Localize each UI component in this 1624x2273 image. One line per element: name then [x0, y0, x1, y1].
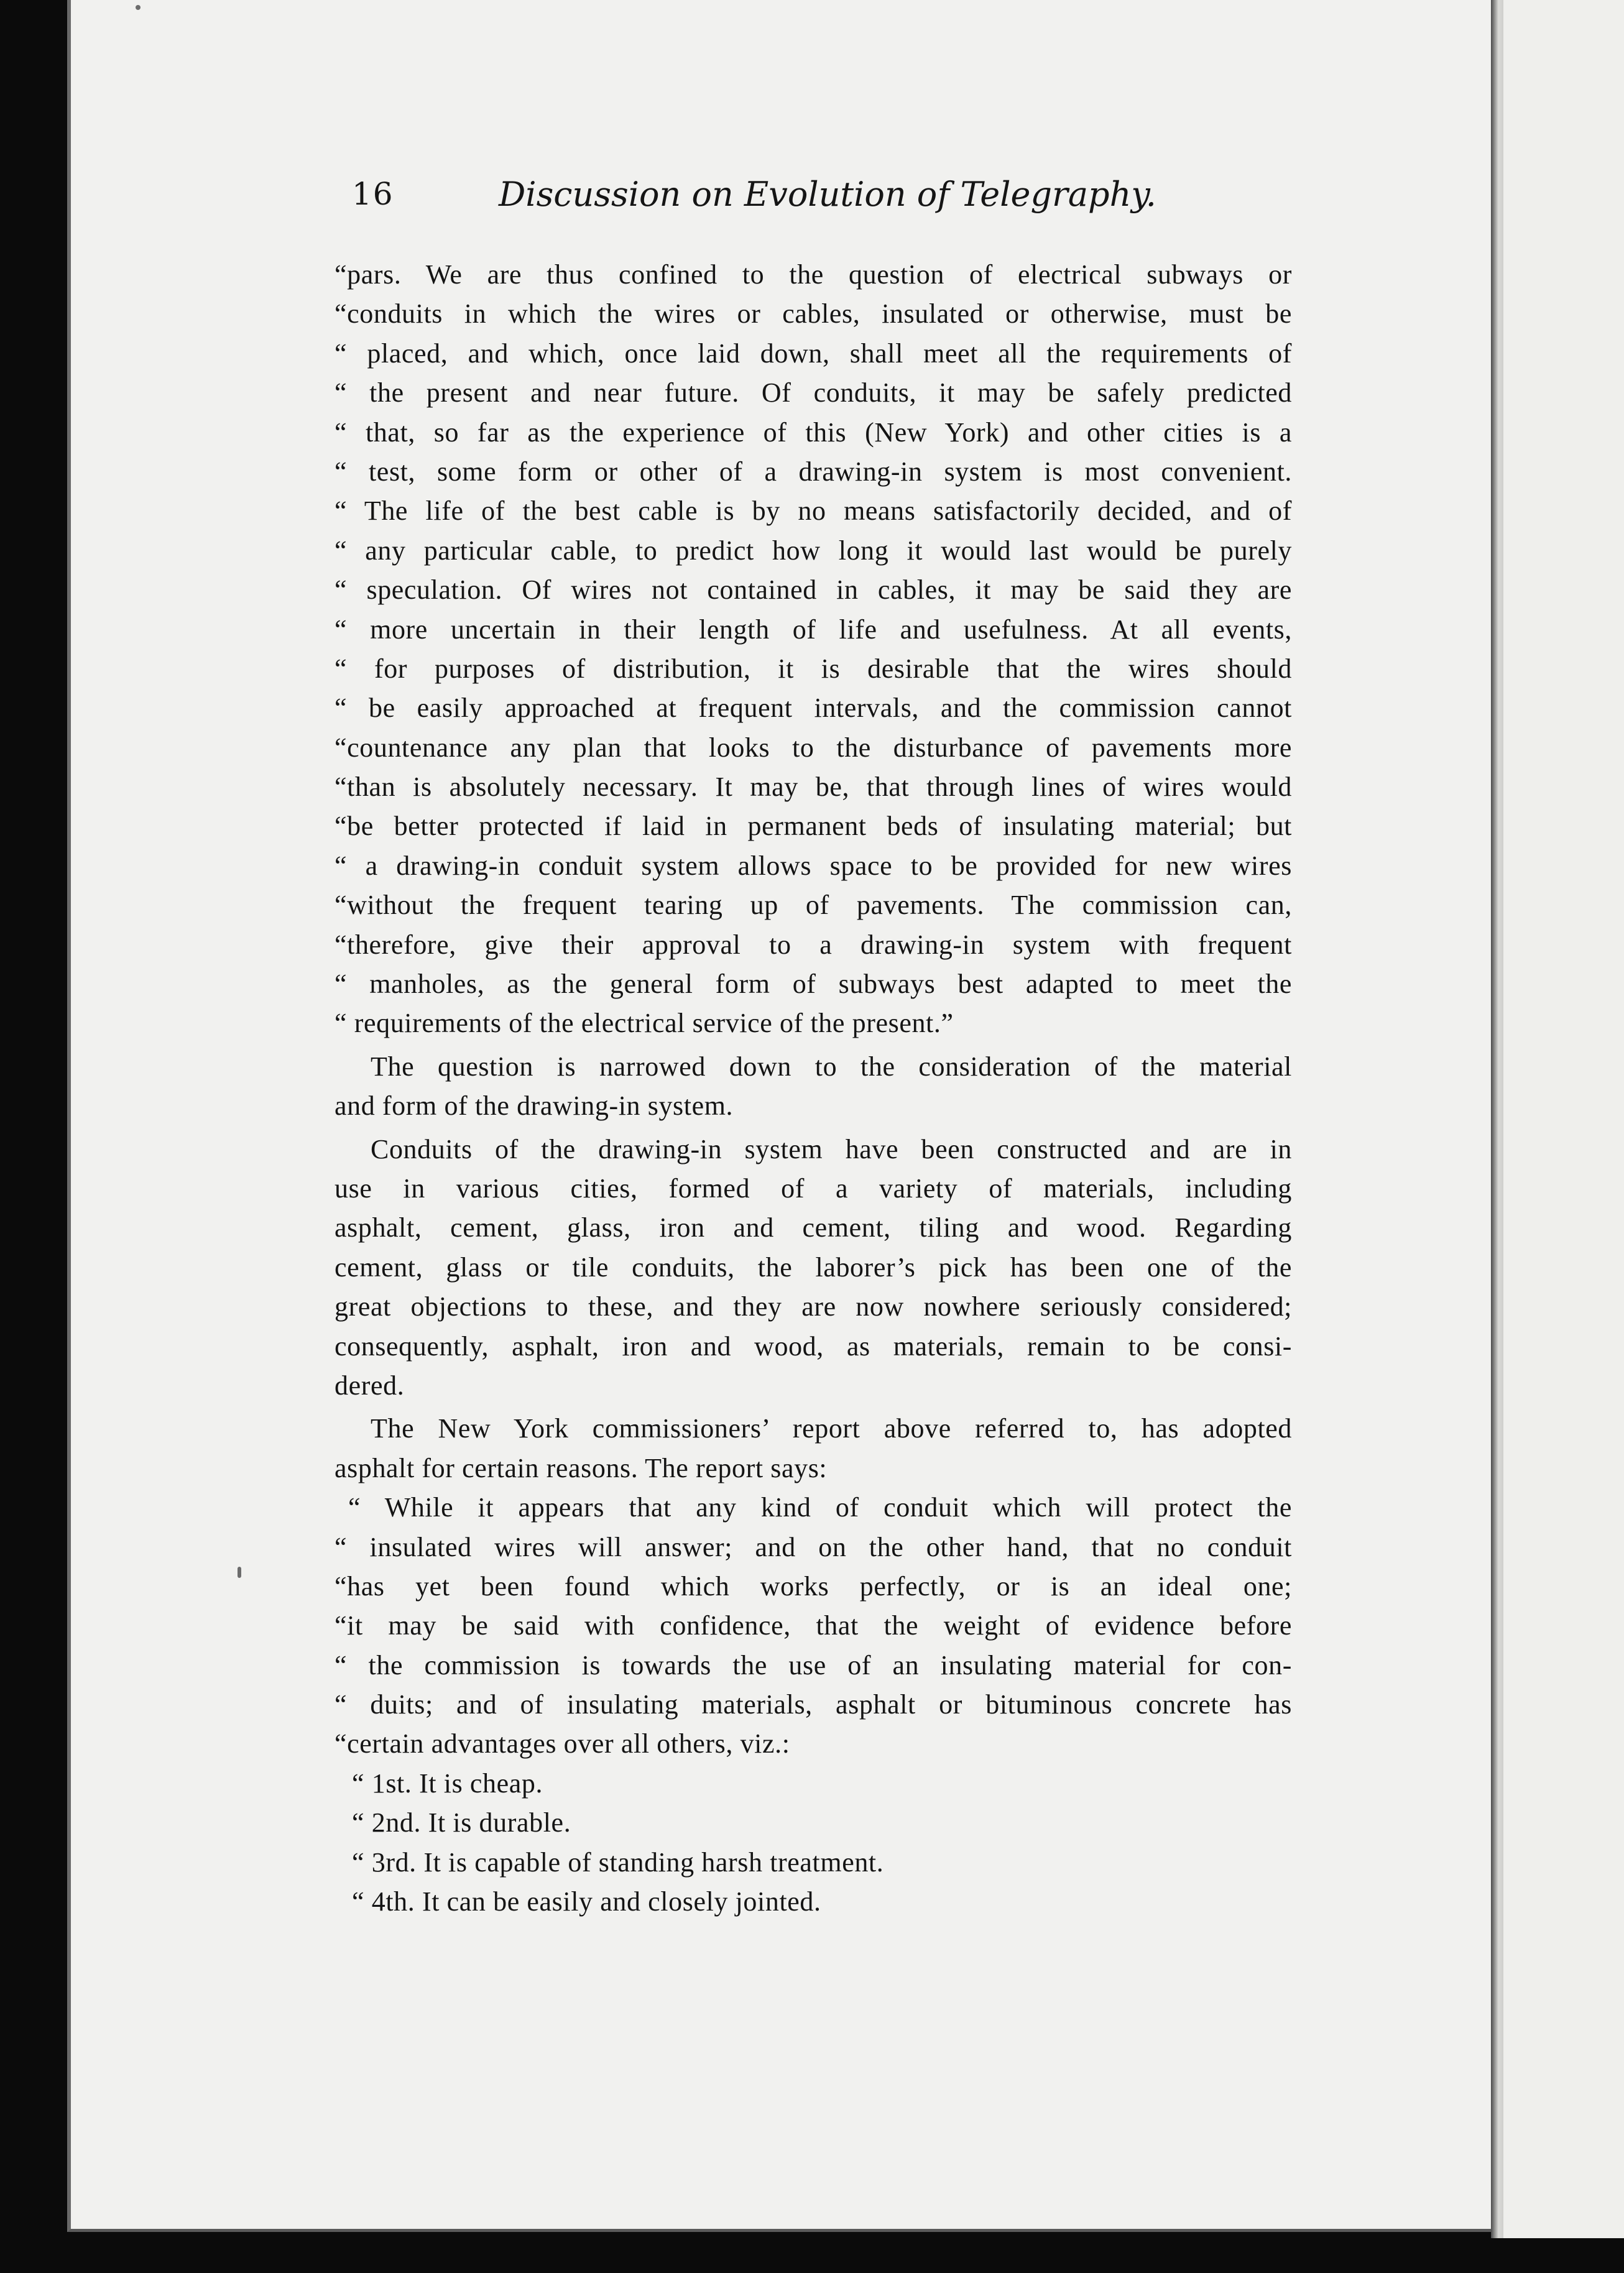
quote-line: “conduits in which the wires or cables, insulated or otherwise, must be	[334, 298, 1292, 330]
paragraph-line: dered.	[334, 1370, 405, 1401]
quote-line: “ test, some form or other of a drawing-in system is most convenient.	[334, 456, 1292, 487]
quote-line: “certain advantages over all others, viz.:	[334, 1728, 790, 1759]
quote-line: “ more uncertain in their length of life and usefulness. At all events,	[334, 614, 1292, 645]
quote-line: “without the frequent tearing up of pavements. The commission can,	[334, 890, 1292, 921]
body-text	[334, 255, 1292, 1921]
quote-line: “ speculation. Of wires not contained in cables, it may be said they are	[334, 574, 1292, 606]
quote-line: “ insulated wires will answer; and on the other hand, that no conduit	[334, 1531, 1292, 1562]
quote-line: “ the present and near future. Of conduits, it may be safely predicted	[334, 377, 1292, 408]
quote-line: “ requirements of the electrical service of the present.”	[334, 1008, 954, 1039]
paragraph-line: use in various cities, formed of a variety of materials, including	[334, 1173, 1292, 1204]
paragraph-line: The question is narrowed down to the consideration of the material	[371, 1051, 1292, 1082]
paragraph-line: and form of the drawing-in system.	[334, 1090, 734, 1122]
page-edge	[1491, 0, 1503, 2238]
dust-speck	[238, 1567, 241, 1578]
paragraph-line: The New York commissioners’ report above referred to, has adopted	[371, 1413, 1292, 1444]
quote-line: “ the commission is towards the use of an insulating material for con-	[334, 1649, 1292, 1681]
quote-line: “ be easily approached at frequent intervals, and the commission cannot	[334, 693, 1292, 724]
paragraph-line: asphalt, cement, glass, iron and cement, tiling and wood. Regarding	[334, 1212, 1292, 1243]
quote-line: “ placed, and which, once laid down, shall meet all the requirements of	[334, 338, 1292, 369]
quote-line: “ duits; and of insulating materials, asphalt or bituminous concrete has	[334, 1689, 1292, 1720]
page-number: 16	[352, 176, 394, 212]
quote-line: “countenance any plan that looks to the disturbance of pavements more	[334, 732, 1292, 763]
next-page-strip	[1503, 0, 1624, 2238]
dust-speck	[136, 5, 141, 10]
paragraph-line: Conduits of the drawing-in system have been constructed and are in	[371, 1133, 1292, 1164]
list-item: “ 3rd. It is capable of standing harsh treatment.	[352, 1847, 884, 1878]
quote-line: “ The life of the best cable is by no means satisfactorily decided, and of	[334, 496, 1292, 527]
list-item: “ 1st. It is cheap.	[352, 1768, 543, 1799]
quote-line: “ While it appears that any kind of conduit which will protect the	[348, 1492, 1292, 1523]
quote-line: “than is absolutely necessary. It may be, that through lines of wires would	[334, 772, 1292, 803]
quote-line: “pars. We are thus confined to the question of electrical subways or	[334, 259, 1292, 290]
quote-line: “therefore, give their approval to a drawing-in system with frequent	[334, 929, 1292, 960]
paragraph-line: consequently, asphalt, iron and wood, as materials, remain to be consi-	[334, 1330, 1292, 1362]
quotation-block-commission	[334, 255, 1292, 1043]
quote-line: “has yet been found which works perfectly, or is an ideal one;	[334, 1570, 1292, 1602]
paragraph-line: asphalt for certain reasons. The report says:	[334, 1452, 828, 1483]
quote-line: “ any particular cable, to predict how long it would last would be purely	[334, 535, 1292, 566]
quote-line: “ a drawing-in conduit system allows space to be provided for new wires	[334, 850, 1292, 881]
paragraph-narrowed	[334, 1047, 1292, 1126]
paragraph-report	[334, 1409, 1292, 1488]
list-item: “ 4th. It can be easily and closely jointed.	[352, 1886, 821, 1917]
page-header	[352, 175, 1156, 231]
quote-line: “be better protected if laid in permanent beds of insulating material; but	[334, 811, 1292, 842]
advantages-list	[334, 1764, 1292, 1922]
quote-line: “ that, so far as the experience of this (New York) and other cities is a	[334, 417, 1292, 448]
paragraph-line: cement, glass or tile conduits, the laborer’s pick has been one of the	[334, 1252, 1292, 1283]
quote-line: “ for purposes of distribution, it is desirable that the wires should	[334, 653, 1292, 684]
quote-line: “ manholes, as the general form of subways best adapted to meet the	[334, 969, 1292, 1000]
paragraph-line: great objections to these, and they are now nowhere seriously considered;	[334, 1291, 1292, 1322]
list-item: “ 2nd. It is durable.	[352, 1807, 571, 1838]
quote-line: “it may be said with confidence, that the weight of evidence before	[334, 1610, 1292, 1641]
running-title: Discussion on Evolution of Telegraphy.	[499, 175, 1156, 214]
paragraph-conduits	[334, 1130, 1292, 1406]
quotation-block-report	[334, 1488, 1292, 1764]
